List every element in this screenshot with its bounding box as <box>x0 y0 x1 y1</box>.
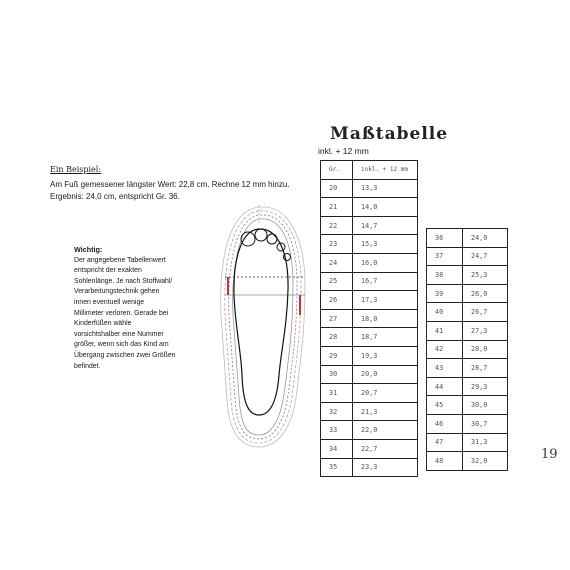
table-row <box>427 303 508 322</box>
size-cell: 38 <box>427 266 463 285</box>
length-cell: 17,3 <box>353 291 418 310</box>
note-line: innen eventuell wenige <box>74 298 145 306</box>
note-line: Übergang zwischen zwei Größen <box>74 351 176 359</box>
length-cell: 28,7 <box>463 359 508 378</box>
size-cell: 31 <box>321 384 353 403</box>
table-row <box>321 272 418 291</box>
note-line: Millimeter verloren. Gerade bei <box>74 309 169 317</box>
note-line: entspricht der exakten <box>74 267 142 275</box>
length-cell: 14,0 <box>353 198 418 217</box>
size-cell: 21 <box>321 198 353 217</box>
table-row <box>321 161 418 180</box>
size-cell: 43 <box>427 359 463 378</box>
note-line: Verarbeitungstechnik gehen <box>74 288 160 296</box>
size-cell: 28 <box>321 328 353 347</box>
note-line: vorsichtshalber eine Nummer <box>74 330 164 338</box>
important-note <box>74 245 214 372</box>
size-cell: 47 <box>427 433 463 452</box>
table-row <box>321 198 418 217</box>
length-cell: 22,0 <box>353 421 418 440</box>
size-cell: 29 <box>321 346 353 365</box>
size-cell: Gr. <box>321 161 353 180</box>
length-cell: 16,0 <box>353 253 418 272</box>
table-subtitle: inkl. + 12 mm <box>318 146 369 156</box>
note-line: größer, wenn sich das Kind am <box>74 341 169 349</box>
table-row <box>427 284 508 303</box>
note-line: Der angegebene Tabellenwert <box>74 256 166 264</box>
size-cell: 40 <box>427 303 463 322</box>
length-cell: 29,3 <box>463 377 508 396</box>
table-row <box>321 458 418 477</box>
example-heading: Ein Beispiel: <box>50 165 102 174</box>
table-row <box>427 433 508 452</box>
length-cell: 30,0 <box>463 396 508 415</box>
table-row <box>427 266 508 285</box>
length-cell: 16,7 <box>353 272 418 291</box>
length-cell: 30,7 <box>463 414 508 433</box>
table-row <box>321 253 418 272</box>
length-cell: 25,3 <box>463 266 508 285</box>
example-text-line: Ergebnis: 24,0 cm, entspricht Gr. 36. <box>50 192 180 201</box>
size-cell: 42 <box>427 340 463 359</box>
table-row <box>321 421 418 440</box>
length-cell: 31,3 <box>463 433 508 452</box>
size-cell: 35 <box>321 458 353 477</box>
table-row <box>427 359 508 378</box>
size-cell: 25 <box>321 272 353 291</box>
example-text-line: Am Fuß gemessener längster Wert: 22,8 cm. Rechne 12 mm hinzu. <box>50 180 290 189</box>
size-cell: 33 <box>321 421 353 440</box>
size-cell: 48 <box>427 452 463 471</box>
length-cell: 26,7 <box>463 303 508 322</box>
table-row <box>427 452 508 471</box>
length-cell: 26,0 <box>463 284 508 303</box>
table-row <box>321 439 418 458</box>
size-table-left <box>320 160 418 477</box>
table-row <box>321 328 418 347</box>
note-line: Sohlenlänge. Je nach Stoffwahl/ <box>74 277 173 285</box>
size-cell: 37 <box>427 247 463 266</box>
length-cell: 13,3 <box>353 179 418 198</box>
table-row <box>427 377 508 396</box>
length-cell: 19,3 <box>353 346 418 365</box>
size-cell: 23 <box>321 235 353 254</box>
size-table-right <box>426 228 508 471</box>
sole-pattern-illustration <box>215 195 315 455</box>
table-row <box>321 402 418 421</box>
table-row <box>321 346 418 365</box>
size-cell: 22 <box>321 216 353 235</box>
length-cell: 24,0 <box>463 229 508 248</box>
table-row <box>427 247 508 266</box>
length-cell: 18,0 <box>353 309 418 328</box>
table-row <box>321 179 418 198</box>
length-cell: 28,0 <box>463 340 508 359</box>
table-row <box>427 396 508 415</box>
size-cell: 34 <box>321 439 353 458</box>
table-row <box>427 321 508 340</box>
size-cell: 26 <box>321 291 353 310</box>
page-title: Maßtabelle <box>330 124 449 144</box>
size-cell: 24 <box>321 253 353 272</box>
table-row <box>427 414 508 433</box>
size-cell: 20 <box>321 179 353 198</box>
length-cell: 22,7 <box>353 439 418 458</box>
size-cell: 45 <box>427 396 463 415</box>
length-cell: 23,3 <box>353 458 418 477</box>
note-heading: Wichtig: <box>74 245 103 254</box>
size-cell: 41 <box>427 321 463 340</box>
length-cell: 14,7 <box>353 216 418 235</box>
table-row <box>427 340 508 359</box>
table-row <box>427 229 508 248</box>
length-cell: 18,7 <box>353 328 418 347</box>
table-row <box>321 235 418 254</box>
note-line: Kinderfüßen wähle <box>74 320 132 328</box>
size-cell: 39 <box>427 284 463 303</box>
table-row <box>321 291 418 310</box>
table-row <box>321 216 418 235</box>
table-row <box>321 309 418 328</box>
length-cell: 20,7 <box>353 384 418 403</box>
length-cell: 15,3 <box>353 235 418 254</box>
size-cell: 32 <box>321 402 353 421</box>
size-cell: 27 <box>321 309 353 328</box>
length-cell: inkl. + 12 mm <box>353 161 418 180</box>
size-cell: 44 <box>427 377 463 396</box>
size-cell: 30 <box>321 365 353 384</box>
table-row <box>321 365 418 384</box>
length-cell: 21,3 <box>353 402 418 421</box>
size-cell: 46 <box>427 414 463 433</box>
note-line: befindet. <box>74 362 101 370</box>
table-row <box>321 384 418 403</box>
length-cell: 20,0 <box>353 365 418 384</box>
length-cell: 27,3 <box>463 321 508 340</box>
length-cell: 24,7 <box>463 247 508 266</box>
length-cell: 32,0 <box>463 452 508 471</box>
page-number: 19 <box>541 447 558 462</box>
size-cell: 36 <box>427 229 463 248</box>
